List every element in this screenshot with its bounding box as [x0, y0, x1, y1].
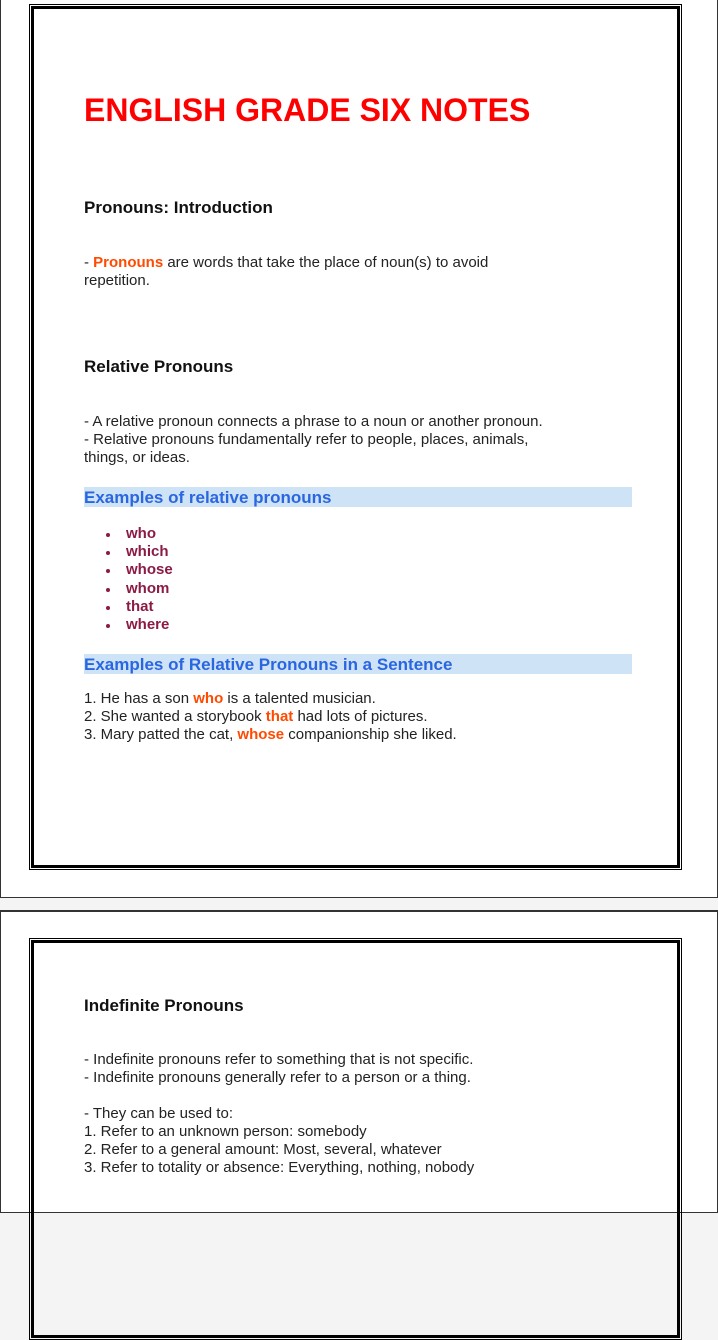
text-line: - A relative pronoun connects a phrase to a noun or another pronoun.: [84, 413, 543, 430]
sentences-heading: Examples of Relative Pronouns in a Sentence: [84, 654, 632, 674]
text: -: [84, 254, 94, 271]
text: repetition.: [84, 272, 150, 289]
text-line: 1. Refer to an unknown person: somebody: [84, 1123, 367, 1140]
text: are words that take the place of noun(s) to avoid: [163, 254, 489, 271]
text-line: 3. Refer to totality or absence: Everything, nothing, nobody: [84, 1159, 475, 1176]
text-line: - Indefinite pronouns refer to something that is not specific.: [84, 1051, 474, 1068]
list-item: which: [104, 543, 173, 561]
section-heading-relative: Relative Pronouns: [84, 357, 234, 376]
relative-text: [84, 413, 543, 467]
list-item: who: [104, 525, 173, 543]
section-heading-indefinite: Indefinite Pronouns: [84, 996, 244, 1015]
text-line: - They can be used to:: [84, 1105, 233, 1122]
examples-list: [104, 525, 173, 634]
examples-heading: Examples of relative pronouns: [84, 487, 632, 507]
text-line: things, or ideas.: [84, 449, 190, 466]
text-line: 2. Refer to a general amount: Most, several, whatever: [84, 1141, 442, 1158]
text-line: - Relative pronouns fundamentally refer to people, places, animals,: [84, 431, 529, 448]
indefinite-text: [84, 1051, 474, 1177]
sentence: 1. He has a son who is a talented musician.: [84, 690, 376, 707]
list-item: whose: [104, 561, 173, 579]
list-item: that: [104, 598, 173, 616]
document-title: ENGLISH GRADE SIX NOTES: [84, 92, 531, 128]
intro-text: [84, 254, 488, 290]
sentences-list: [84, 690, 457, 744]
text-line: - Indefinite pronouns generally refer to a person or a thing.: [84, 1069, 471, 1086]
list-item: where: [104, 616, 173, 634]
sentence: 2. She wanted a storybook that had lots of pictures.: [84, 708, 428, 725]
sentence: 3. Mary patted the cat, whose companionship she liked.: [84, 726, 457, 743]
keyword: Pronouns: [93, 254, 164, 271]
section-heading-intro: Pronouns: Introduction: [84, 198, 273, 217]
list-item: whom: [104, 580, 173, 598]
